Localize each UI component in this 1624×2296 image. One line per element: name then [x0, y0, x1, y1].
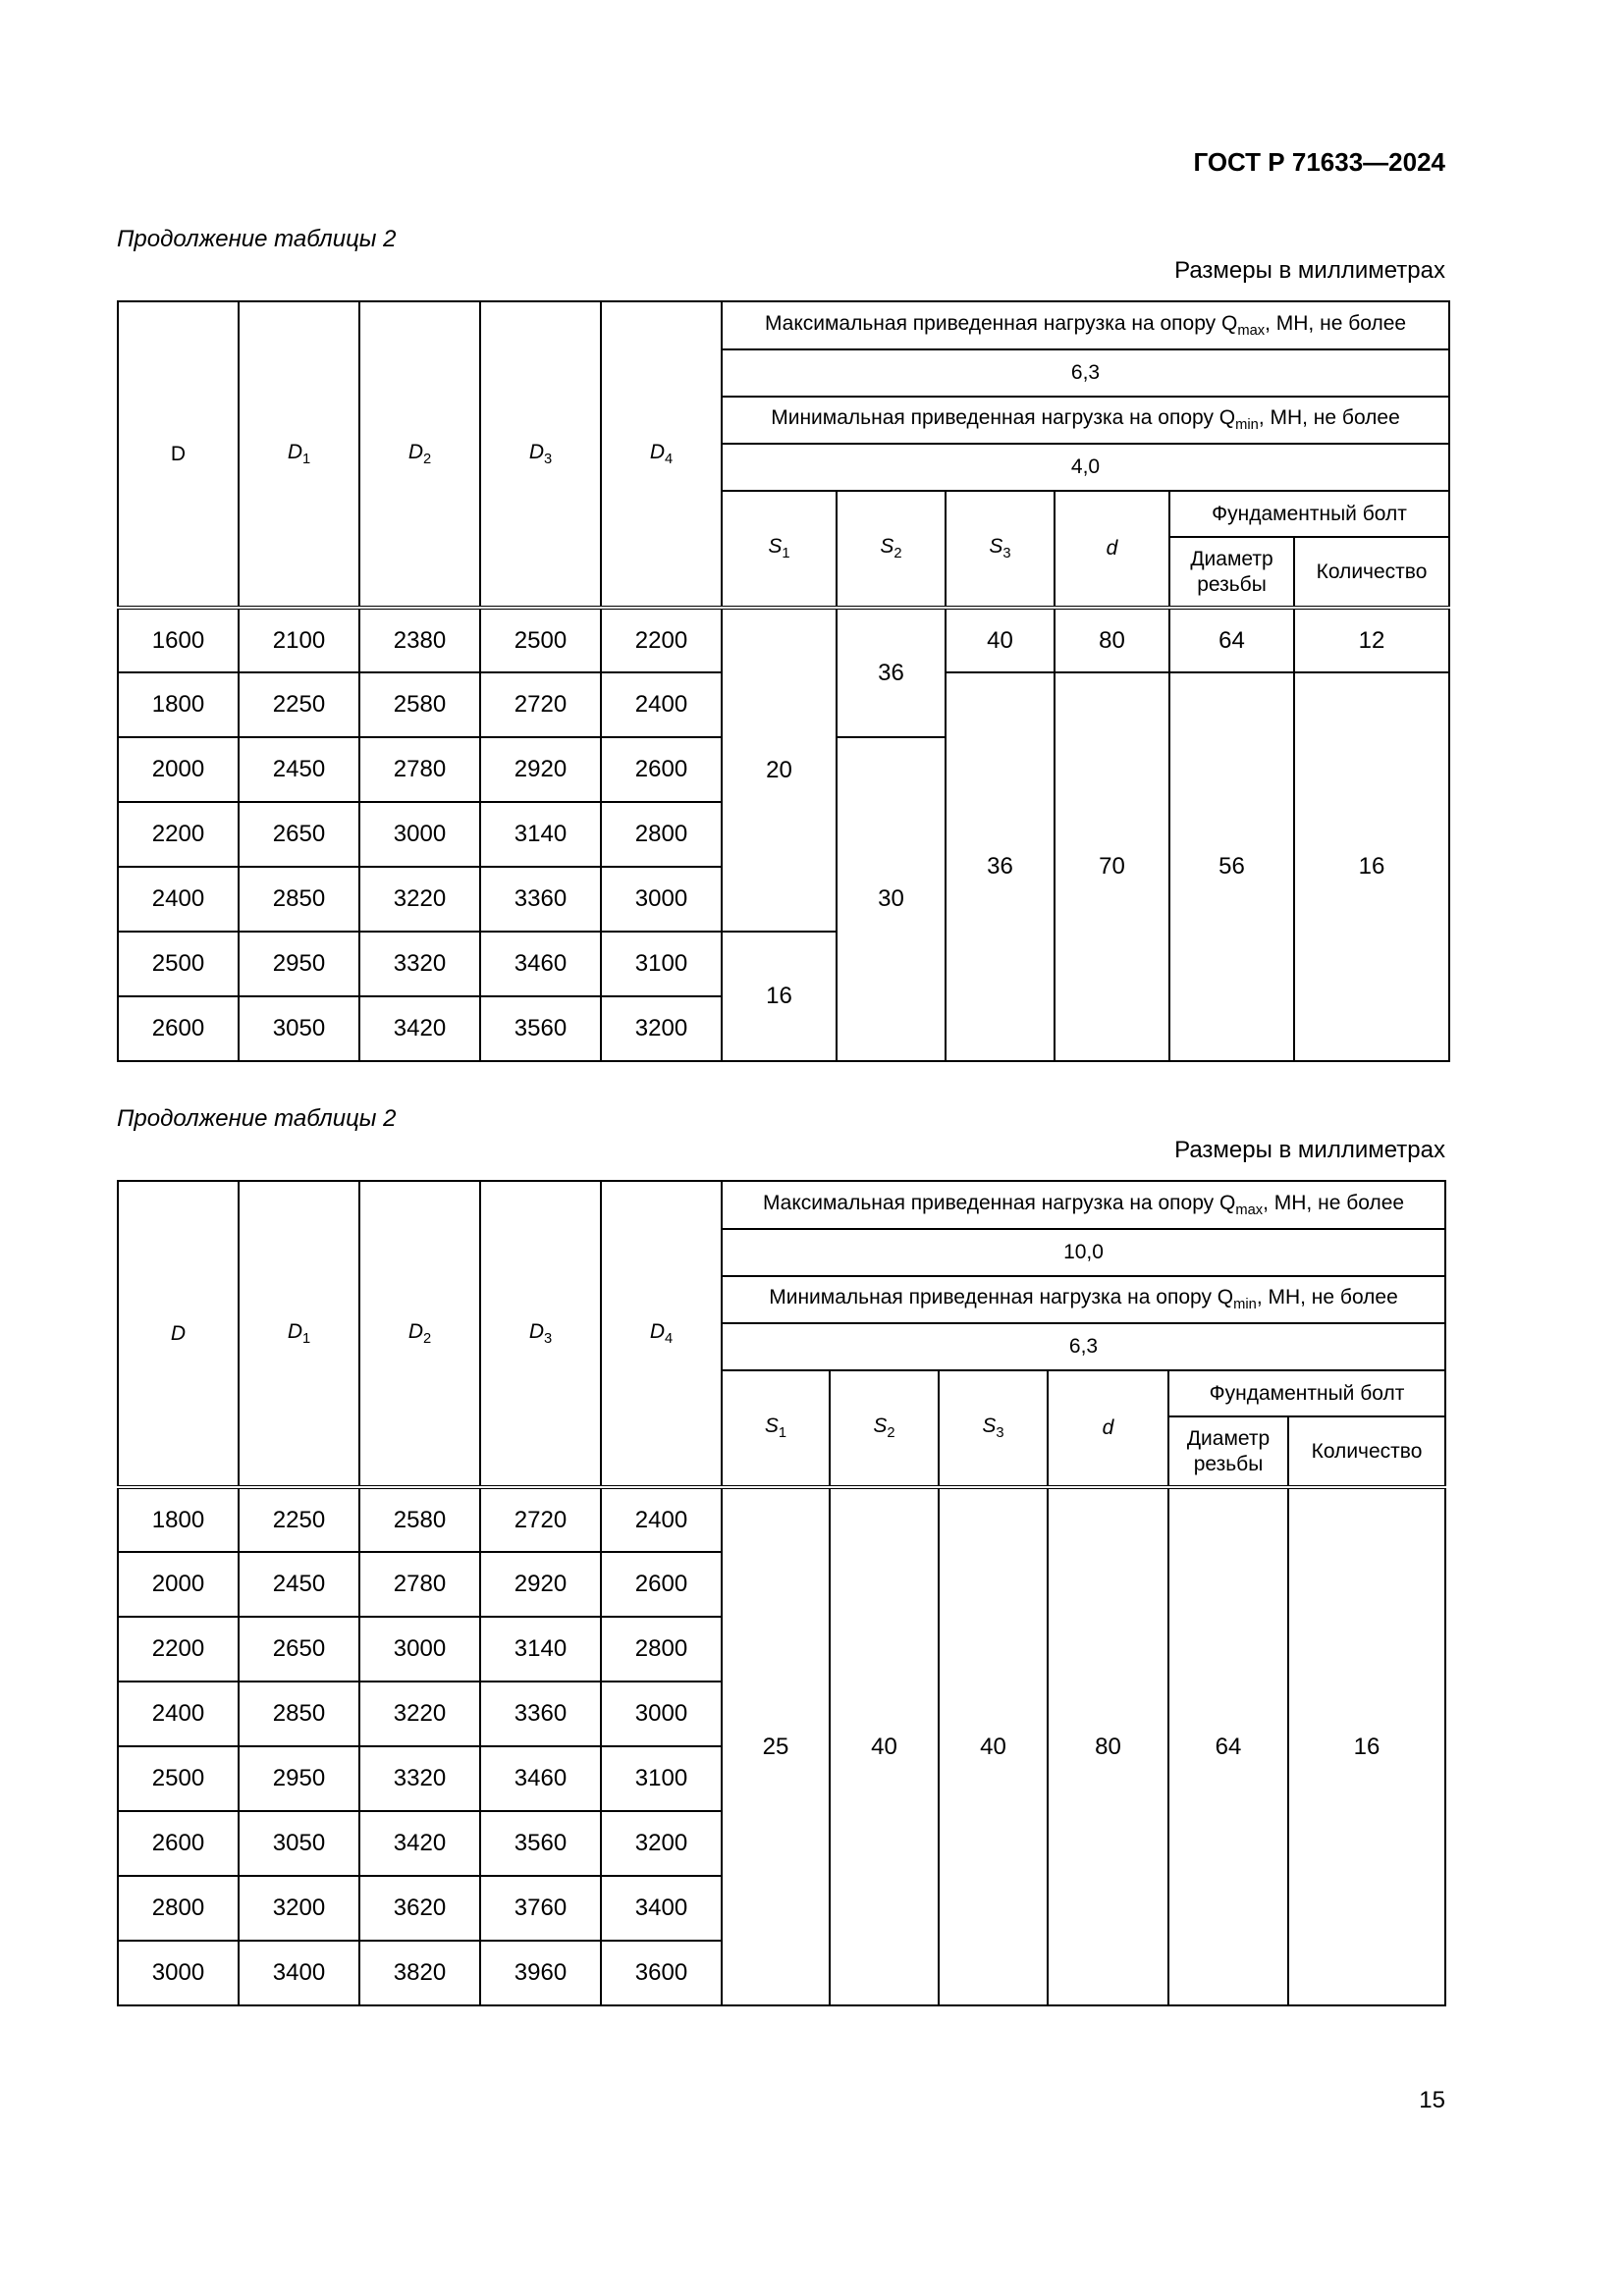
- cell-count: 12: [1294, 608, 1449, 672]
- cell-D4: 2600: [601, 737, 722, 802]
- cell-D4: 3100: [601, 1746, 722, 1811]
- cell-D1: 2650: [239, 1617, 359, 1682]
- bolt-header: Фундаментный болт: [1169, 491, 1449, 537]
- cell-D3: 2720: [480, 672, 601, 737]
- cell-D2: 3000: [359, 1617, 480, 1682]
- cell-thread: 64: [1168, 1487, 1288, 2005]
- qmax-header: Максимальная приведенная нагрузка на опору $Q_{max}$, МН, не более: [722, 1181, 1445, 1229]
- col-header-D4: $D_4$: [601, 301, 722, 608]
- count-header: Количество: [1294, 537, 1449, 608]
- cell-D1: 3200: [239, 1876, 359, 1941]
- cell-d: 80: [1048, 1487, 1168, 2005]
- col-header-S1: $S_1$: [722, 491, 837, 608]
- cell-D2: 2580: [359, 1487, 480, 1552]
- cell-D3: 3360: [480, 867, 601, 932]
- cell-D: 2200: [118, 802, 239, 867]
- cell-D4: 2800: [601, 802, 722, 867]
- cell-D1: 2850: [239, 1682, 359, 1746]
- cell-D3: 2500: [480, 608, 601, 672]
- cell-D3: 3760: [480, 1876, 601, 1941]
- cell-d: 80: [1055, 608, 1169, 672]
- cell-D1: 2450: [239, 737, 359, 802]
- cell-D2: 2580: [359, 672, 480, 737]
- cell-D1: 2850: [239, 867, 359, 932]
- qmax-value: 10,0: [722, 1229, 1445, 1276]
- cell-D: 2500: [118, 932, 239, 996]
- cell-D1: 2100: [239, 608, 359, 672]
- cell-D1: 2950: [239, 932, 359, 996]
- qmax-header: Максимальная приведенная нагрузка на опору $Q_{max}$, МН, не более: [722, 301, 1449, 349]
- col-header-D1: $D_1$: [239, 1181, 359, 1487]
- col-header-D: D: [118, 301, 239, 608]
- cell-count: 16: [1288, 1487, 1445, 2005]
- cell-D: 1800: [118, 1487, 239, 1552]
- table-caption: Продолжение таблицы 2: [117, 226, 397, 252]
- table-row: [118, 608, 1449, 672]
- table-caption: Продолжение таблицы 2: [117, 1105, 397, 1132]
- col-header-D1: $D_1$: [239, 301, 359, 608]
- count-header: Количество: [1288, 1416, 1445, 1487]
- cell-d: 70: [1055, 672, 1169, 1061]
- col-header-d: d: [1055, 491, 1169, 608]
- cell-S2: 40: [830, 1487, 939, 2005]
- cell-D2: 2780: [359, 737, 480, 802]
- cell-D4: 3200: [601, 1811, 722, 1876]
- cell-S2: 36: [837, 608, 946, 737]
- cell-D3: 2920: [480, 1552, 601, 1617]
- cell-D1: 2950: [239, 1746, 359, 1811]
- cell-D2: 3820: [359, 1941, 480, 2005]
- thread-header: Диаметр резьбы: [1169, 537, 1294, 608]
- col-header-d: d: [1048, 1370, 1168, 1487]
- page-number: 15: [1419, 2087, 1445, 2113]
- cell-D1: 3050: [239, 1811, 359, 1876]
- qmin-value: 4,0: [722, 444, 1449, 491]
- cell-S2: 30: [837, 737, 946, 1061]
- qmin-header: Минимальная приведенная нагрузка на опору $Q_{min}$, МН, не более: [722, 397, 1449, 444]
- col-header-S2: $S_2$: [830, 1370, 939, 1487]
- cell-S3: 36: [946, 672, 1055, 1061]
- cell-D3: 3140: [480, 1617, 601, 1682]
- cell-D1: 2450: [239, 1552, 359, 1617]
- qmin-header: Минимальная приведенная нагрузка на опору $Q_{min}$, МН, не более: [722, 1276, 1445, 1323]
- cell-D2: 3320: [359, 1746, 480, 1811]
- cell-D: 2400: [118, 867, 239, 932]
- qmin-value: 6,3: [722, 1323, 1445, 1370]
- cell-D2: 3420: [359, 996, 480, 1061]
- cell-D: 2000: [118, 1552, 239, 1617]
- data-table-2: [117, 1180, 1446, 2006]
- cell-D4: 3000: [601, 867, 722, 932]
- cell-D4: 3000: [601, 1682, 722, 1746]
- table-units: Размеры в миллиметрах: [1174, 1137, 1445, 1163]
- cell-D3: 3140: [480, 802, 601, 867]
- table-row: [118, 1487, 1445, 1552]
- cell-D1: 2250: [239, 672, 359, 737]
- col-header-S3: $S_3$: [946, 491, 1055, 608]
- cell-D2: 2780: [359, 1552, 480, 1617]
- cell-D: 1800: [118, 672, 239, 737]
- col-header-S1: $S_1$: [722, 1370, 830, 1487]
- cell-D4: 3600: [601, 1941, 722, 2005]
- qmax-value: 6,3: [722, 349, 1449, 397]
- cell-D4: 3400: [601, 1876, 722, 1941]
- cell-D3: 3560: [480, 1811, 601, 1876]
- cell-D2: 3000: [359, 802, 480, 867]
- col-header-S2: $S_2$: [837, 491, 946, 608]
- col-header-D: D: [118, 1181, 239, 1487]
- cell-D: 2600: [118, 996, 239, 1061]
- cell-D1: 2250: [239, 1487, 359, 1552]
- cell-D4: 2200: [601, 608, 722, 672]
- cell-D1: 2650: [239, 802, 359, 867]
- thread-header: Диаметр резьбы: [1168, 1416, 1288, 1487]
- cell-D4: 2400: [601, 672, 722, 737]
- cell-thread: 56: [1169, 672, 1294, 1061]
- cell-count: 16: [1294, 672, 1449, 1061]
- cell-D1: 3050: [239, 996, 359, 1061]
- cell-D2: 3220: [359, 867, 480, 932]
- cell-D3: 3560: [480, 996, 601, 1061]
- col-header-D3: $D_3$: [480, 1181, 601, 1487]
- cell-D1: 3400: [239, 1941, 359, 2005]
- table-units: Размеры в миллиметрах: [1174, 257, 1445, 284]
- cell-S3: 40: [946, 608, 1055, 672]
- cell-D3: 3460: [480, 932, 601, 996]
- cell-D3: 2720: [480, 1487, 601, 1552]
- cell-D2: 3220: [359, 1682, 480, 1746]
- cell-D: 2800: [118, 1876, 239, 1941]
- col-header-D2: $D_2$: [359, 301, 480, 608]
- document-code: ГОСТ Р 71633—2024: [1193, 147, 1445, 177]
- cell-D3: 3960: [480, 1941, 601, 2005]
- cell-S1: 20: [722, 608, 837, 932]
- cell-S1: 25: [722, 1487, 830, 2005]
- cell-D4: 2800: [601, 1617, 722, 1682]
- cell-S1: 16: [722, 932, 837, 1061]
- data-table-1: [117, 300, 1450, 1062]
- cell-D: 2200: [118, 1617, 239, 1682]
- cell-D2: 3620: [359, 1876, 480, 1941]
- cell-S3: 40: [939, 1487, 1048, 2005]
- cell-D3: 3460: [480, 1746, 601, 1811]
- cell-D3: 3360: [480, 1682, 601, 1746]
- col-header-D2: $D_2$: [359, 1181, 480, 1487]
- cell-D2: 3320: [359, 932, 480, 996]
- col-header-D3: $D_3$: [480, 301, 601, 608]
- cell-D: 2500: [118, 1746, 239, 1811]
- cell-D3: 2920: [480, 737, 601, 802]
- cell-D4: 2600: [601, 1552, 722, 1617]
- cell-D: 2400: [118, 1682, 239, 1746]
- cell-D4: 3100: [601, 932, 722, 996]
- cell-D: 1600: [118, 608, 239, 672]
- cell-D: 2000: [118, 737, 239, 802]
- bolt-header: Фундаментный болт: [1168, 1370, 1445, 1416]
- cell-D4: 2400: [601, 1487, 722, 1552]
- cell-D2: 2380: [359, 608, 480, 672]
- cell-D: 2600: [118, 1811, 239, 1876]
- cell-thread: 64: [1169, 608, 1294, 672]
- cell-D2: 3420: [359, 1811, 480, 1876]
- col-header-S3: $S_3$: [939, 1370, 1048, 1487]
- col-header-D4: $D_4$: [601, 1181, 722, 1487]
- cell-D: 3000: [118, 1941, 239, 2005]
- cell-D4: 3200: [601, 996, 722, 1061]
